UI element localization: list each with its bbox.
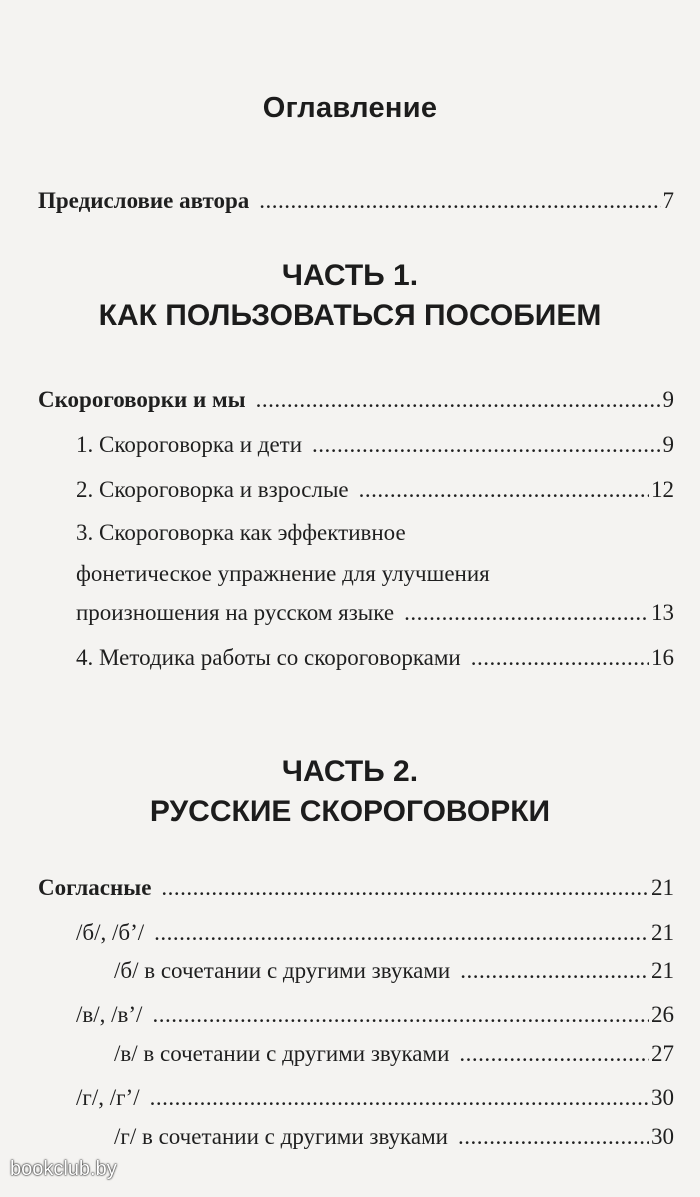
- leader-dots: [404, 598, 649, 628]
- toc-entry-b[interactable]: [76, 918, 674, 948]
- toc-entry-4[interactable]: [76, 643, 674, 673]
- toc-entry-label: /в/ в сочетании с другими звуками: [114, 1041, 450, 1066]
- toc-page-number: 16: [651, 645, 674, 670]
- toc-entry-v-combo[interactable]: [114, 1039, 674, 1069]
- leader-dots: [152, 1000, 649, 1030]
- toc-entry-3-line2: фонетическое упражнение для улучшения: [76, 561, 490, 586]
- toc-page-number: 12: [651, 477, 674, 502]
- toc-page-number: 21: [651, 875, 674, 900]
- toc-entry-preface[interactable]: [38, 186, 674, 216]
- leader-dots: [471, 643, 649, 673]
- toc-entry-3[interactable]: [76, 598, 674, 628]
- toc-entry-label: произношения на русском языке: [76, 600, 395, 625]
- toc-entry-b-combo[interactable]: [114, 956, 674, 986]
- toc-entry-g-combo[interactable]: [114, 1122, 674, 1152]
- toc-entry-v[interactable]: [76, 1000, 674, 1030]
- toc-page-number: 27: [651, 1041, 674, 1066]
- toc-entry-label: /г/, /г’/: [76, 1085, 140, 1110]
- toc-entry-label: /б/, /б’/: [76, 920, 145, 945]
- leader-dots: [460, 956, 649, 986]
- toc-page-number: 21: [651, 920, 674, 945]
- toc-entry-3-line1: 3. Скороговорка как эффективное: [76, 520, 406, 545]
- part1-heading-number: ЧАСТЬ 1.: [281, 259, 419, 292]
- leader-dots: [256, 385, 661, 415]
- toc-entry-label: /г/ в сочетании с другими звуками: [114, 1124, 448, 1149]
- leader-dots: [154, 918, 649, 948]
- toc-entry-label: 4. Методика работы со скороговорками: [76, 645, 461, 670]
- part2-heading-title: РУССКИЕ СКОРОГОВОРКИ: [149, 795, 551, 828]
- toc-page-number: 21: [651, 958, 674, 983]
- leader-dots: [259, 186, 660, 216]
- toc-entry-label: Скороговорки и мы: [38, 387, 246, 412]
- toc-entry-label: 2. Скороговорка и взрослые: [76, 477, 349, 502]
- toc-page-number: 7: [662, 188, 674, 213]
- toc-entry-g[interactable]: [76, 1083, 674, 1113]
- page-title: Оглавление: [262, 92, 438, 124]
- part2-heading-number: ЧАСТЬ 2.: [281, 755, 419, 788]
- toc-page-number: 13: [651, 600, 674, 625]
- toc-page-number: 9: [662, 432, 674, 457]
- toc-section-skorogovorki[interactable]: [38, 385, 674, 415]
- toc-entry-label: /б/ в сочетании с другими звуками: [114, 958, 451, 983]
- toc-entry-label: 1. Скороговорка и дети: [76, 432, 303, 457]
- toc-page-number: 30: [651, 1124, 674, 1149]
- toc-page-number: 9: [662, 387, 674, 412]
- toc-entry-label: Предисловие автора: [38, 188, 250, 213]
- toc-section-soglasnye[interactable]: [38, 873, 674, 903]
- leader-dots: [459, 1039, 649, 1069]
- toc-entry-label: /в/, /в’/: [76, 1002, 143, 1027]
- watermark: bookclub.by: [10, 1158, 117, 1180]
- toc-entry-1[interactable]: [76, 430, 674, 460]
- toc-entry-2[interactable]: [76, 475, 674, 505]
- toc-page-number: 30: [651, 1085, 674, 1110]
- toc-entry-label: Согласные: [38, 875, 152, 900]
- leader-dots: [150, 1083, 649, 1113]
- leader-dots: [458, 1122, 649, 1152]
- toc-page-number: 26: [651, 1002, 674, 1027]
- leader-dots: [312, 430, 660, 460]
- leader-dots: [161, 873, 649, 903]
- leader-dots: [359, 475, 649, 505]
- part1-heading-title: КАК ПОЛЬЗОВАТЬСЯ ПОСОБИЕМ: [98, 299, 602, 332]
